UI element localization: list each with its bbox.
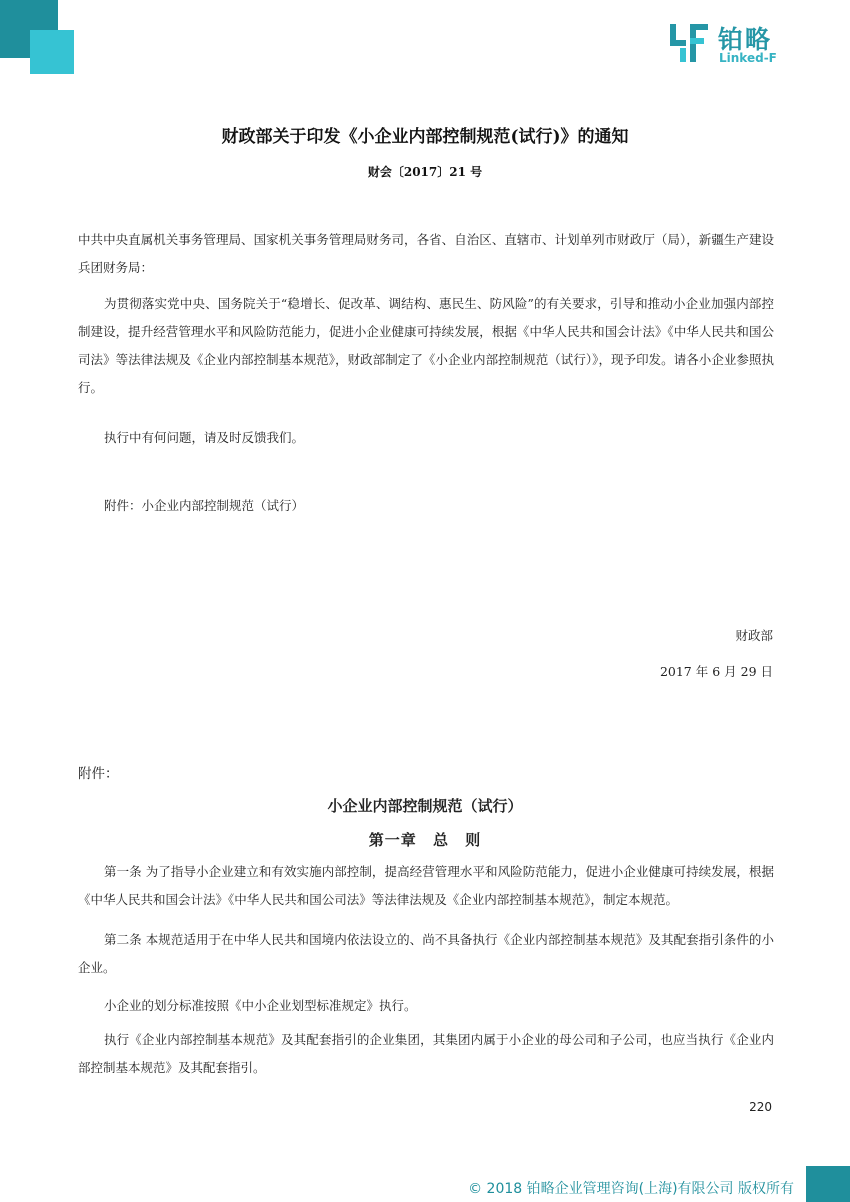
article-paragraph: 执行《企业内部控制基本规范》及其配套指引的企业集团，其集团内属于小企业的母公司和子公司，也应当执行《企业内部控制基本规范》及其配套指引。 xyxy=(78,1032,774,1075)
logo-name-cn: 铂略 xyxy=(718,25,773,54)
logo-mark-icon xyxy=(668,22,712,64)
attachment-label: 附件： xyxy=(78,766,119,782)
logo-name-en: Linked-F xyxy=(719,51,777,65)
copyright-footer: © 2018 铂略企业管理咨询(上海)有限公司 版权所有 xyxy=(468,1181,794,1197)
document-title: 财政部关于印发《小企业内部控制规范(试行)》的通知 xyxy=(221,127,629,147)
article-paragraph: 小企业的划分标准按照《中小企业划型标准规定》执行。 xyxy=(104,998,417,1013)
body-paragraph: 为贯彻落实党中央、国务院关于“稳增长、促改革、调结构、惠民生、防风险”的有关要求，引导和推动小企业加强内部控制建设，提升经营管理水平和风险防范能力，促进小企业健康可持续发展，根据《中华人民共和国会计法》《中华人民共和国公司法》等法律法规及《企业内部控制基本规范》，财政部制定了《小企业内部控制规范（试行）》，现予印发。请各小企业参照执行。 xyxy=(78,296,774,395)
footer-decoration xyxy=(806,1166,850,1202)
article-paragraph: 第一条 为了指导小企业建立和有效实施内部控制，提高经营管理水平和风险防范能力，促进小企业健康可持续发展，根据《中华人民共和国会计法》《中华人民共和国公司法》等法律法规及《企业内部控制基本规范》，制定本规范。 xyxy=(78,864,774,907)
brand-logo xyxy=(668,20,798,70)
attachment-note: 附件：小企业内部控制规范（试行） xyxy=(104,498,305,513)
document-number: 财会〔2017〕21 号 xyxy=(367,165,483,179)
signature-org: 财政部 xyxy=(735,628,773,643)
chapter-heading: 第一章 总 则 xyxy=(368,831,482,849)
page-number: 220 xyxy=(749,1100,772,1114)
addressee-paragraph: 中共中央直属机关事务管理局、国家机关事务管理局财务司，各省、自治区、直辖市、计划单列市财政厅（局），新疆生产建设兵团财务局： xyxy=(78,232,774,275)
attachment-title: 小企业内部控制规范（试行） xyxy=(327,797,523,815)
corner-decoration-light xyxy=(30,30,74,74)
article-paragraph: 第二条 本规范适用于在中华人民共和国境内依法设立的、尚不具备执行《企业内部控制基本规范》及其配套指引条件的小企业。 xyxy=(78,932,774,975)
signature-date: 2017 年 6 月 29 日 xyxy=(659,664,773,679)
body-paragraph: 执行中有何问题，请及时反馈我们。 xyxy=(104,430,305,445)
